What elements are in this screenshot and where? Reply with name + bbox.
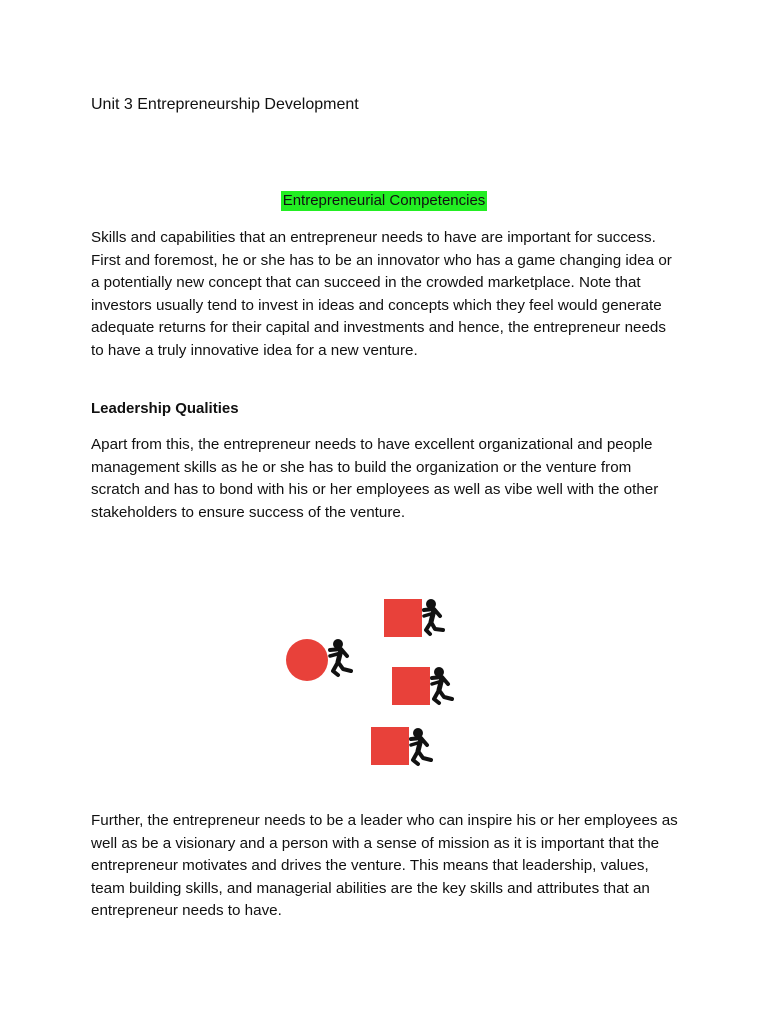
paragraph-leadership: Further, the entrepreneur needs to be a leader who can inspire his or her employees as well as be a visionary and a person with a sense of mission as it is important that the entrepreneur motivates and drives the venture. This means that leadership, values, team building skills, and managerial abilities are the key skills and attributes that an entrepreneur needs to have. — [91, 812, 678, 919]
red-square-top — [384, 599, 422, 637]
paragraph-organizational-skills: Apart from this, the entrepreneur needs to have excellent organizational and people management skills as he or she has to build the organization or the venture from scratch and has to bond with his or her employees as well as vibe well with the other stakeholders to ensure success of the venture. — [91, 436, 659, 521]
pusher-figure-bottom — [411, 729, 431, 765]
red-circle — [286, 639, 328, 681]
section-heading: Entrepreneurial Competencies — [282, 192, 486, 209]
leadership-subheading: Leadership Qualities — [91, 400, 239, 417]
unit-title: Unit 3 Entrepreneurship Development — [91, 96, 359, 113]
paragraph-competencies: Skills and capabilities that an entrepreneur needs to have are important for success. First and foremost, he or she has to be an innovator who has a game changing idea or a potentially new concept that can succeed in the crowded marketplace. Note that investors usually tend to invest in ideas and concepts which they feel would generate adequate returns for their capital and investments and hence, the entrepreneur needs to have a truly innovative idea for a new venture. — [91, 229, 672, 359]
pusher-figure-top — [424, 600, 443, 635]
pusher-figure-circle — [330, 640, 351, 676]
red-square-bottom — [371, 727, 409, 765]
people-pushing-shapes-icon — [280, 590, 490, 775]
red-square-middle — [392, 667, 430, 705]
section-heading-container — [0, 191, 768, 211]
pusher-figure-middle — [432, 668, 452, 704]
